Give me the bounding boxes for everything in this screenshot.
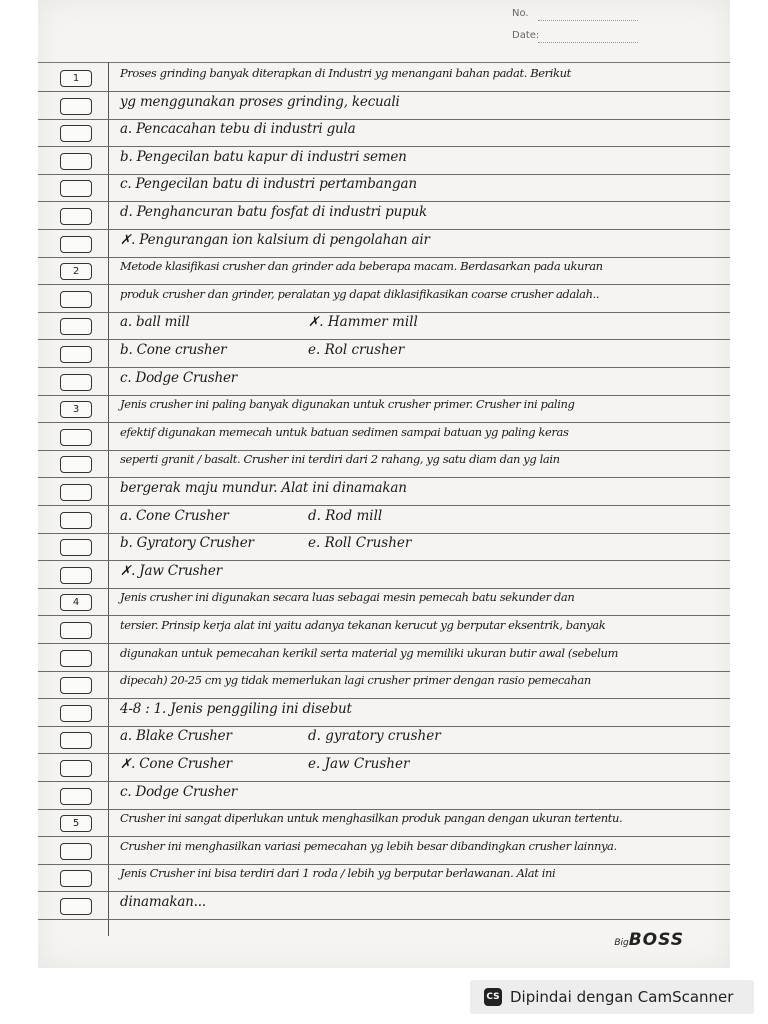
notebook-row	[38, 671, 730, 699]
camscanner-icon: CS	[484, 988, 502, 1006]
notebook-row	[38, 395, 730, 423]
row-text: b. Gyratory Crusher	[120, 535, 254, 552]
row-checkbox[interactable]	[60, 788, 92, 805]
notebook-row	[38, 837, 730, 865]
row-text: digunakan untuk pemecahan kerikil serta material yg memiliki ukuran butir awal (sebelum	[120, 645, 619, 660]
row-text: dipecah) 20-25 cm yg tidak memerlukan lagi crusher primer dengan rasio pemecahan	[120, 673, 591, 688]
notebook-row	[38, 864, 730, 892]
row-checkbox[interactable]	[60, 760, 92, 777]
row-checkbox[interactable]	[60, 153, 92, 170]
row-checkbox[interactable]	[60, 622, 92, 639]
notebook-row	[38, 809, 730, 837]
row-checkbox[interactable]	[60, 539, 92, 556]
notebook-row	[38, 230, 730, 258]
row-checkbox[interactable]	[60, 208, 92, 225]
row-checkbox[interactable]	[60, 650, 92, 667]
row-checkbox[interactable]	[60, 484, 92, 501]
row-checkbox[interactable]: 3	[60, 401, 92, 418]
notebook-row	[38, 202, 730, 230]
row-checkbox[interactable]	[60, 732, 92, 749]
row-text: d. Penghancuran batu fosfat di industri pupuk	[120, 204, 427, 220]
row-text: b. Cone crusher	[120, 342, 227, 358]
row-text: produk crusher dan grinder, peralatan yg dapat diklasifikasikan coarse crusher adalah..	[120, 286, 600, 301]
row-checkbox[interactable]	[60, 374, 92, 391]
row-option-right: d. gyratory crusher	[308, 728, 441, 745]
row-option-right: e. Roll Crusher	[308, 535, 412, 552]
row-text: efektif digunakan memecah untuk batuan sedimen sampai batuan yg paling keras	[120, 424, 569, 439]
row-checkbox[interactable]: 2	[60, 263, 92, 280]
top-rule	[38, 62, 730, 63]
notebook-row	[38, 699, 730, 727]
notebook-row	[38, 174, 730, 202]
no-field	[512, 8, 529, 19]
notebook-row	[38, 782, 730, 810]
row-option-right: e. Jaw Crusher	[308, 756, 410, 772]
row-checkbox[interactable]: 4	[60, 594, 92, 611]
row-checkbox[interactable]: 5	[60, 815, 92, 832]
row-text: b. Pengecilan batu kapur di industri semen	[120, 148, 407, 165]
row-text: 4-8 : 1. Jenis penggiling ini disebut	[120, 700, 352, 717]
notebook-row	[38, 754, 730, 782]
notebook-row	[38, 257, 730, 285]
row-checkbox[interactable]	[60, 318, 92, 335]
row-checkbox[interactable]	[60, 429, 92, 446]
row-checkbox[interactable]	[60, 291, 92, 308]
notebook-row	[38, 423, 730, 451]
row-text: Crusher ini sangat diperlukan untuk menghasilkan produk pangan dengan ukuran tertentu.	[120, 811, 623, 826]
notebook-row	[38, 588, 730, 616]
notebook-row	[38, 119, 730, 147]
notebook-row	[38, 478, 730, 506]
row-checkbox[interactable]	[60, 180, 92, 197]
row-text: dinamakan...	[120, 894, 206, 910]
row-option-right: e. Rol crusher	[308, 342, 405, 358]
brand-logo: BigBOSS	[614, 930, 684, 950]
notebook-row	[38, 450, 730, 478]
row-checkbox[interactable]: 1	[60, 70, 92, 87]
notebook-page	[38, 0, 730, 968]
row-text: a. ball mill	[120, 314, 190, 331]
row-checkbox[interactable]	[60, 898, 92, 915]
notebook-row	[38, 368, 730, 396]
notebook-row	[38, 533, 730, 561]
row-text: c. Dodge Crusher	[120, 783, 238, 800]
row-text: c. Pengecilan batu di industri pertambangan	[120, 176, 417, 193]
notebook-row	[38, 92, 730, 120]
row-text: Metode klasifikasi crusher dan grinder ada beberapa macam. Berdasarkan pada ukuran	[120, 259, 603, 274]
notebook-row	[38, 561, 730, 589]
row-text: c. Dodge Crusher	[120, 369, 238, 386]
row-checkbox[interactable]	[60, 677, 92, 694]
row-checkbox[interactable]	[60, 125, 92, 142]
row-text: a. Blake Crusher	[120, 728, 232, 745]
notebook-row	[38, 340, 730, 368]
date-label: Date:	[512, 30, 540, 41]
row-text: Jenis Crusher ini bisa terdiri dari 1 roda / lebih yg berputar berlawanan. Alat ini	[120, 866, 556, 881]
date-field	[512, 30, 539, 41]
footer-text: Dipindai dengan CamScanner	[510, 988, 734, 1006]
row-option-right: d. Rod mill	[308, 507, 383, 524]
row-checkbox[interactable]	[60, 870, 92, 887]
notebook-row	[38, 312, 730, 340]
row-text: Jenis crusher ini paling banyak digunakan untuk crusher primer. Crusher ini paling	[120, 397, 575, 412]
row-option-right: ✗. Hammer mill	[308, 314, 418, 331]
row-text: tersier. Prinsip kerja alat ini yaitu adanya tekanan kerucut yg berputar eksentrik, banyak	[120, 618, 606, 632]
row-checkbox[interactable]	[60, 567, 92, 584]
row-text: seperti granit / basalt. Crusher ini terdiri dari 2 rahang, yg satu diam dan yg lain	[120, 452, 560, 467]
row-text: bergerak maju mundur. Alat ini dinamakan	[120, 480, 407, 496]
camscanner-footer	[470, 980, 754, 1014]
notebook-row	[38, 616, 730, 644]
notebook-row	[38, 147, 730, 175]
notebook-row	[38, 644, 730, 672]
notebook-row	[38, 892, 730, 920]
row-text: Proses grinding banyak diterapkan di Industri yg menangani bahan padat. Berikut	[120, 66, 571, 80]
row-checkbox[interactable]	[60, 456, 92, 473]
row-text: yg menggunakan proses grinding, kecuali	[120, 93, 400, 110]
row-text: ✗. Jaw Crusher	[120, 562, 222, 579]
row-text: ✗. Cone Crusher	[120, 756, 232, 772]
row-text: ✗. Pengurangan ion kalsium di pengolahan air	[120, 231, 430, 248]
notebook-row	[38, 64, 730, 92]
row-checkbox[interactable]	[60, 98, 92, 115]
row-checkbox[interactable]	[60, 705, 92, 722]
notebook-row	[38, 285, 730, 313]
no-label: No.	[512, 8, 529, 19]
row-text: a. Cone Crusher	[120, 507, 229, 524]
row-text: Crusher ini menghasilkan variasi pemecahan yg lebih besar dibandingkan crusher lainnya.	[120, 838, 617, 853]
notebook-row	[38, 506, 730, 534]
row-checkbox[interactable]	[60, 236, 92, 253]
row-checkbox[interactable]	[60, 843, 92, 860]
row-text: Jenis crusher ini digunakan secara luas sebagai mesin pemecah batu sekunder dan	[120, 590, 575, 605]
row-checkbox[interactable]	[60, 346, 92, 363]
notebook-row	[38, 726, 730, 754]
row-text: a. Pencacahan tebu di industri gula	[120, 121, 356, 138]
row-checkbox[interactable]	[60, 512, 92, 529]
